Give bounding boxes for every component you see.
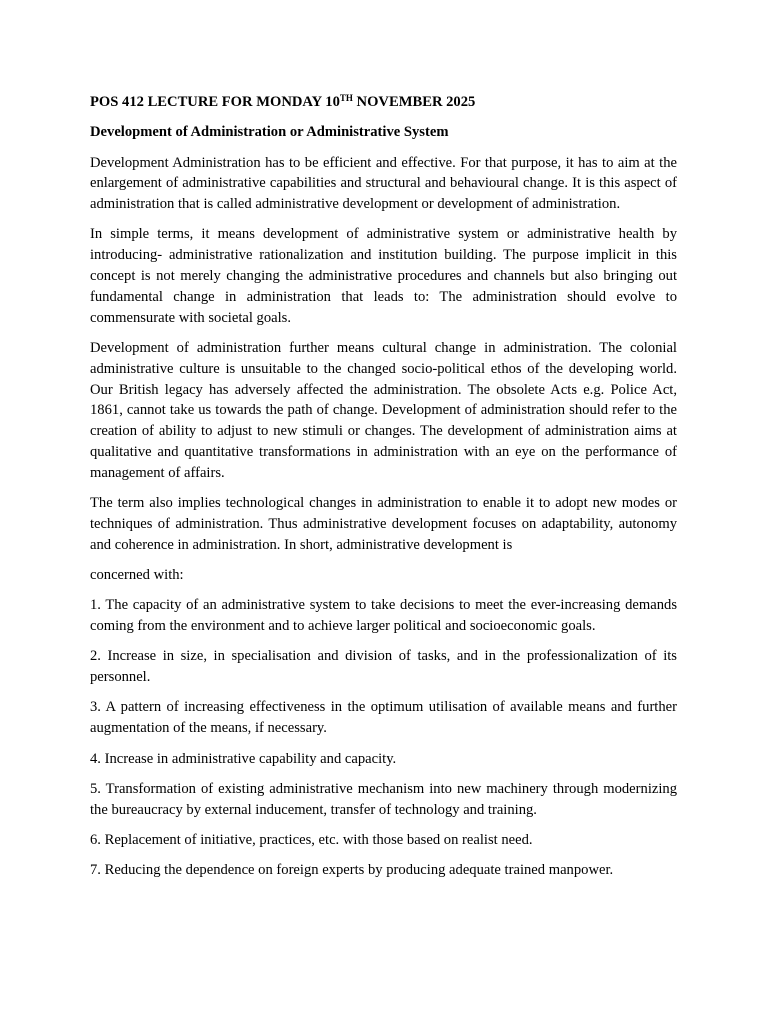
- list-item: 4. Increase in administrative capability and capacity.: [90, 750, 397, 767]
- list-item: 3. A pattern of increasing effectiveness in the optimum utilisation of available means and further augmentation of the means, if necessary.: [90, 699, 677, 737]
- list-item: 6. Replacement of initiative, practices, etc. with those based on realist need.: [90, 831, 533, 848]
- date-ordinal-suffix: TH: [339, 93, 353, 103]
- lecture-title-prefix: POS 412 LECTURE FOR MONDAY 10: [90, 94, 340, 110]
- lecture-title: [90, 92, 677, 113]
- paragraph: In simple terms, it means development of administrative system or administrative health by introducing- administrative rationalization and institution building. The purpose implicit in this concept is not merely changing the administrative procedures and channels but also bringing out fundamental change in administration that leads to: The administration should evolve to commensurate with societal goals.: [90, 226, 677, 326]
- document-subtitle: Development of Administration or Administrative System: [90, 124, 449, 141]
- list-item: 7. Reducing the dependence on foreign experts by producing adequate trained manpower.: [90, 862, 614, 879]
- list-item: 5. Transformation of existing administrative mechanism into new machinery through modernizing the bureaucracy by external inducement, transfer of technology and training.: [90, 780, 677, 818]
- lecture-title-suffix: NOVEMBER 2025: [352, 94, 476, 110]
- paragraph: The term also implies technological changes in administration to enable it to adopt new modes or techniques of administration. Thus administrative development focuses on adaptability, autonomy and coherence in administration. In short, administrative development is: [90, 495, 677, 553]
- list-item: 2. Increase in size, in specialisation and division of tasks, and in the professionalization of its personnel.: [90, 648, 677, 686]
- document-page: [90, 92, 677, 891]
- list-item: 1. The capacity of an administrative system to take decisions to meet the ever-increasing demands coming from the environment and to achieve larger political and socioeconomic goals.: [90, 597, 677, 635]
- paragraph: Development of administration further means cultural change in administration. The colonial administrative culture is unsuitable to the changed socio-political ethos of the developing world. Our British legacy has adversely affected the administration. The obsolete Acts e.g. Police Act, 1861, cannot take us towards the path of change. Development of administration should refer to the creation of ability to adjust to new stimuli or changes. The development of administration aims at qualitative and quantitative transformations in administration with an eye on the performance of management of affairs.: [90, 339, 677, 481]
- paragraph: Development Administration has to be efficient and effective. For that purpose, it has to aim at the enlargement of administrative capabilities and structural and behavioural change. It is this aspect of administration that is called administrative development or development of administration.: [90, 154, 677, 213]
- paragraph: concerned with:: [90, 566, 184, 583]
